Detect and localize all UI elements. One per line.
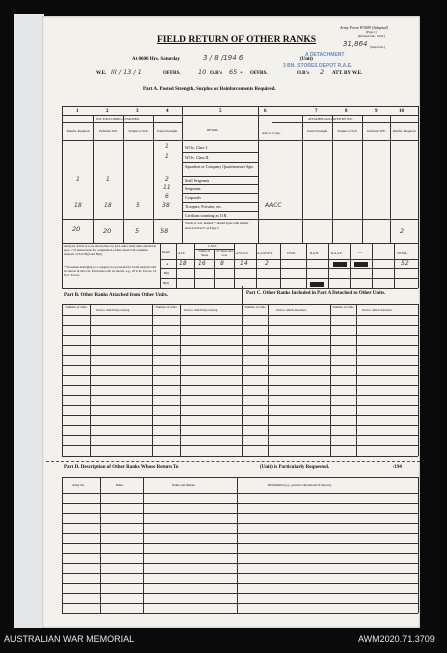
hand-value: 11 <box>163 184 171 191</box>
table-a-col-divider <box>332 115 333 243</box>
analysis-value: 8 <box>220 260 224 267</box>
we-label: W.E. <box>96 71 107 76</box>
part-d-top <box>62 477 418 478</box>
hand-value: 6 <box>165 193 169 200</box>
ruled-line <box>62 335 418 336</box>
table-a-group-rule-left <box>62 122 182 123</box>
total-value: 20 <box>72 225 81 233</box>
col-number: 9 <box>375 109 378 114</box>
row-rule <box>182 211 258 212</box>
row-label: Corporals <box>185 195 201 200</box>
total-value: 58 <box>160 227 169 235</box>
plus-sign: + <box>240 71 243 76</box>
ruled-line <box>62 523 418 524</box>
row-label: Civilians counting as O.R. <box>185 213 228 218</box>
row-rule <box>182 162 258 163</box>
totals-label: Totals of cols. marked * should agree with details shown in Part E on Page 2 <box>185 221 249 230</box>
att-label: ATT. BY W.E. <box>332 71 363 76</box>
analysis-row-rule <box>160 268 418 269</box>
col-number: 10 <box>399 109 404 114</box>
analysis-divider <box>256 243 257 288</box>
part-b-title: Part B. Other Ranks Attached from Other Units. <box>64 293 169 298</box>
ruled-line <box>62 503 418 504</box>
form-sheet <box>42 16 420 628</box>
table-a-group-rule-right <box>272 122 418 123</box>
col-number: 2 <box>106 109 109 114</box>
ors-label: O.R's <box>210 71 223 76</box>
row-label: Squadron or Company Quartermaster Sgts. <box>185 164 254 169</box>
analysis-divider <box>328 243 329 288</box>
part-bc-divider <box>90 304 91 456</box>
header-right-posted: Posted Strength. <box>307 129 328 133</box>
unit-label: (Unit) <box>300 57 313 62</box>
part-c-header: Unit to which detached. <box>276 308 307 312</box>
row-label: W.Os. Class II. <box>185 155 210 160</box>
table-a-col-divider <box>182 106 183 243</box>
ruled-line <box>62 395 418 396</box>
analysis-header: 21 Years and over <box>216 249 233 257</box>
ruled-line <box>62 375 418 376</box>
part-c-header: Number of O.Rs. <box>244 305 267 309</box>
analysis-divider <box>306 243 307 288</box>
header-deficient: Deficient W.E. <box>99 129 118 133</box>
ruled-line <box>62 385 418 386</box>
part-d-date-suffix: /194 <box>393 465 402 470</box>
cmf-header: C.M.F. <box>208 244 217 248</box>
analysis-header: * * <box>358 251 362 255</box>
part-bc-divider <box>62 304 63 456</box>
ruled-line <box>62 543 418 544</box>
totals-rule <box>62 219 418 220</box>
analysis-value: 14 <box>240 260 248 267</box>
serial-label: (Serial No.) <box>370 45 386 49</box>
analysis-header: R.A.N. <box>310 251 320 255</box>
table-a-col-divider <box>258 106 259 243</box>
part-c-title: Part C. Other Ranks Included in Part A Detached to Other Units. <box>246 291 386 296</box>
part-bc-divider <box>418 304 419 456</box>
part-bc-divider <box>180 304 181 456</box>
analysis-note: Analysis of Part A to be shown here by ALL units. Only units entitled in para. 7 of instructions for compilation of this return will complete analysis of Part B(i) and B(ii). <box>64 244 157 256</box>
ruled-line <box>62 435 418 436</box>
table-a-col-divider <box>390 115 391 243</box>
analysis-value: 2 <box>265 260 269 267</box>
part-bc-divider <box>152 304 153 456</box>
hand-value: 1 <box>165 153 169 160</box>
part-d-title: Part D. Description of Other Ranks Whose Return To <box>64 465 179 470</box>
analysis-row-label: B(i) <box>164 271 170 275</box>
return-date: 3 / 8 /194 6 <box>203 54 244 62</box>
ors2-value: 2 <box>320 68 325 76</box>
row-label: W.Os. Class I. <box>185 145 208 150</box>
hand-value: 2 <box>165 176 169 183</box>
analysis-header: Under 21 Years <box>198 249 211 257</box>
hand-arm-corps: AACC <box>265 202 282 209</box>
header-right-deficient: Deficient W.E. <box>367 129 386 133</box>
table-a-col-divider <box>302 115 303 243</box>
col-number: 8 <box>345 109 348 114</box>
page-title: FIELD RETURN OF OTHER RANKS <box>157 35 317 45</box>
part-b-header: Unit to which they belong <box>184 308 218 312</box>
part-bc-divider <box>268 304 269 456</box>
unit-stamp-line2: 3 BN. STORES DEPOT R.A.E. <box>283 63 353 69</box>
row-label: Staff Sergeants <box>185 178 210 183</box>
table-a-col-divider <box>93 115 94 243</box>
analysis-value: 16 <box>198 260 206 267</box>
part-bc-bottom <box>62 456 418 457</box>
hand-value: 1 <box>165 143 169 150</box>
ors-value: 65 <box>229 68 238 76</box>
scan-background-strip <box>14 14 44 628</box>
table-a-col-divider <box>418 106 419 288</box>
analysis-note-2: * Personnel belonging to a category not provided for in the analysis will be shown in this Col. Particulars will be shown, e.g., 20 U.K. Forces. 16 N.Z. Forces. <box>64 265 157 277</box>
ruled-line <box>62 573 418 574</box>
analysis-header: R.A.A.F. <box>331 251 343 255</box>
form-reference: Army Form W3009 (Adapted) <box>340 25 388 30</box>
row-rule <box>182 176 258 177</box>
ruled-line <box>62 563 418 564</box>
part-d-header: Army No. <box>72 483 85 487</box>
total-value: 5 <box>135 227 140 235</box>
col-number: 6 <box>264 109 267 114</box>
part-bc-divider <box>242 286 243 456</box>
header-right-surplus: Surplus to W.E. <box>337 129 358 133</box>
part-bc-divider <box>356 304 357 456</box>
redacted-block <box>333 262 347 267</box>
ors2-label: O.R's <box>297 71 310 76</box>
header-arm-corps: Arm or Corps. <box>262 131 281 135</box>
ruled-line <box>62 513 418 514</box>
analysis-header: A.W.A.S. <box>236 251 249 255</box>
group-header-right: ATTACHED ALLOWED BY W.E. <box>308 117 354 121</box>
part-c-header: Unit to which detached. <box>362 308 393 312</box>
ruled-line <box>62 415 418 416</box>
ruled-line <box>62 445 418 446</box>
analysis-detail-header: Detail <box>162 250 170 254</box>
form-page: (Page 1) <box>366 30 377 34</box>
row-label: Troopers, Privates, etc. <box>185 204 222 209</box>
col-number: 5 <box>219 109 222 114</box>
analysis-row-rule <box>160 278 418 279</box>
part-d-header-rule <box>62 493 418 494</box>
part-bc-divider <box>330 304 331 456</box>
analysis-divider <box>160 243 161 288</box>
analysis-divider <box>176 243 177 288</box>
ruled-line <box>62 583 418 584</box>
row-rule <box>182 193 258 194</box>
analysis-divider <box>394 243 395 288</box>
ruled-line <box>62 365 418 366</box>
part-d-bottom <box>62 613 418 614</box>
analysis-header: A.A.M.W.S. <box>257 251 273 255</box>
analysis-header: CIVIL. <box>287 251 297 255</box>
analysis-divider <box>350 243 351 288</box>
we-value: III / 13 / 1 <box>111 68 142 76</box>
total-value: 20 <box>103 227 112 235</box>
table-a-numbers-rule <box>62 115 418 116</box>
part-bc-header-rule <box>62 315 418 316</box>
ruled-line <box>62 355 418 356</box>
part-d-header: Name and Initials. <box>172 483 196 487</box>
col-number: 3 <box>136 109 139 114</box>
hand-value: 38 <box>162 202 170 209</box>
ruled-line <box>62 603 418 604</box>
ruled-line <box>62 405 418 406</box>
hand-value: 1 <box>106 176 110 183</box>
row-rule <box>182 184 258 185</box>
unit-stamp: A DETACHMENT <box>305 52 345 58</box>
table-a-col-divider <box>153 115 154 243</box>
analysis-value: 18 <box>179 260 187 267</box>
footer-credit: AUSTRALIAN WAR MEMORIAL <box>4 634 135 644</box>
detail-header: DETAIL. <box>207 128 220 132</box>
ruled-line <box>62 533 418 534</box>
ruled-line <box>62 325 418 326</box>
analysis-header: TOTAL. <box>397 251 408 255</box>
row-rule <box>182 152 258 153</box>
analysis-divider <box>234 243 235 288</box>
offrs-label: OFFRS. <box>163 71 181 76</box>
hand-value: 18 <box>74 202 82 209</box>
col-number: 7 <box>315 109 318 114</box>
part-b-header: Unit to which they belong <box>96 308 130 312</box>
ruled-line <box>62 553 418 554</box>
total-value: 2 <box>400 227 405 235</box>
footer-accession: AWM2020.71.3709 <box>358 634 435 644</box>
analysis-value: 52 <box>401 260 409 267</box>
at-label: At 0600 Hrs. Saturday <box>132 57 181 62</box>
hand-value: 5 <box>136 202 140 209</box>
part-a-title: Part A. Posted Strength, Surplus or Reinforcements Required. <box>143 87 276 92</box>
table-a-col-divider <box>123 115 124 243</box>
serial-number: 31,864 <box>343 40 368 48</box>
table-a-top <box>62 106 418 107</box>
ruled-line <box>62 593 418 594</box>
group-header-left: W.E. EXCLUDING ATTACHED. <box>96 117 140 121</box>
hand-value: 18 <box>104 202 112 209</box>
table-a-header-rule <box>62 140 418 141</box>
perforation-line <box>46 461 420 462</box>
col-number: 1 <box>76 109 79 114</box>
part-b-header: Number of O.Rs. <box>155 305 178 309</box>
ruled-line <box>62 345 418 346</box>
hand-value: 1 <box>76 176 80 183</box>
ruled-line <box>62 425 418 426</box>
part-d-header: REMARKS (e.g., present whereabouts if known). <box>268 483 332 487</box>
analysis-header: A.I.F. <box>178 251 186 255</box>
part-b-header: Number of O.Rs. <box>65 305 88 309</box>
part-d-title-2: (Unit) is Particularly Requested. <box>260 465 330 470</box>
redacted-block <box>310 282 324 287</box>
table-a-col-divider <box>62 106 63 288</box>
offrs2-label: OFFRS. <box>250 71 268 76</box>
header-reinfts-required: Reinfts. Required. <box>66 129 91 133</box>
analysis-divider <box>280 243 281 288</box>
header-surplus: Surplus to W.E. <box>128 129 149 133</box>
analysis-row-label: A <box>166 262 169 266</box>
col-number: 4 <box>166 109 169 114</box>
table-a-col-divider <box>362 115 363 243</box>
part-d-header: Rank. <box>116 483 124 487</box>
part-c-header: Number of O.Rs. <box>332 305 355 309</box>
analysis-bottom <box>62 288 418 289</box>
part-bc-top <box>62 304 418 305</box>
header-right-reinfts: Reinfts. Required. <box>392 129 417 133</box>
analysis-row-label: B(ii) <box>163 281 170 285</box>
analysis-divider <box>372 243 373 288</box>
offrs-value: 10 <box>198 68 207 76</box>
row-rule <box>182 202 258 203</box>
form-revision: (Revised Jan., 1943.) <box>358 34 386 38</box>
part-d-divider <box>418 477 419 613</box>
redacted-block <box>354 262 368 267</box>
row-label: Sergeants <box>185 186 201 191</box>
header-posted-strength: Posted Strength. <box>157 129 178 133</box>
